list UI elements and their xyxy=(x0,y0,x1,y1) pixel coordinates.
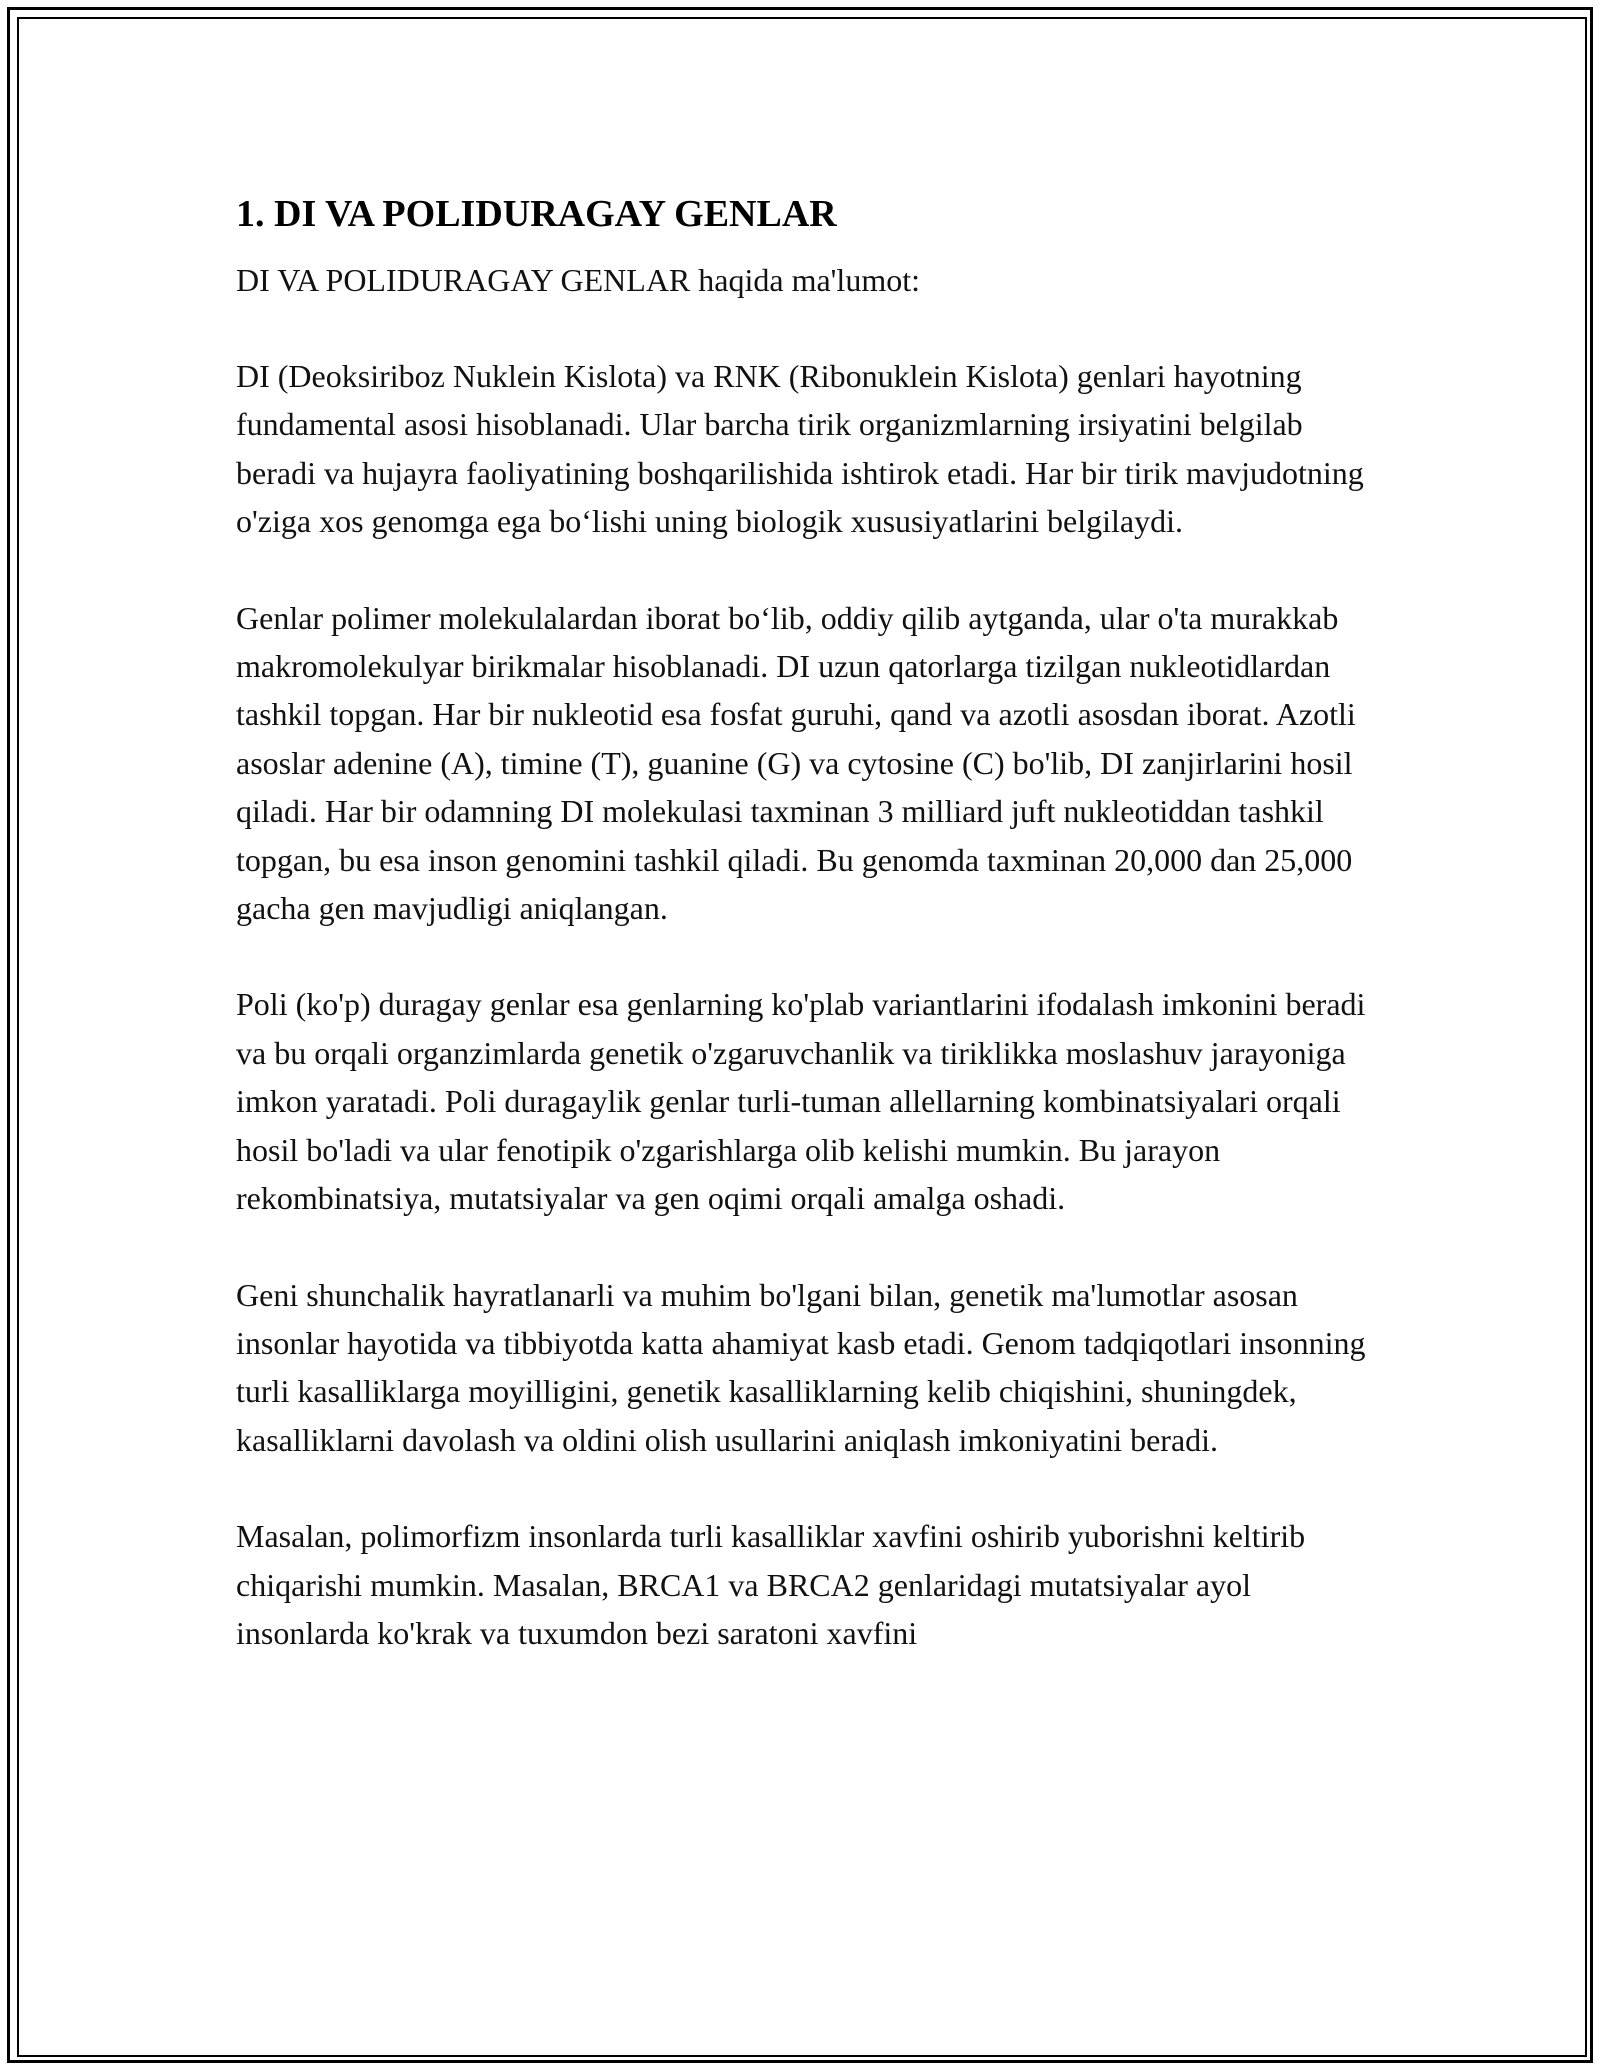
paragraph-5: Masalan, polimorfizm insonlarda turli kasalliklar xavfini oshirib yuborishni keltirib chiqarishi mumkin. Masalan, BRCA1 va BRCA2 genlaridagi mutatsiyalar ayol insonlarda ko'krak va tuxumdon bezi saratoni xavfini xyxy=(236,1518,1306,1651)
paragraph-2: Genlar polimer molekulalardan iborat bo‘lib, oddiy qilib aytganda, ular o'ta murakkab makromolekulyar birikmalar hisoblanadi. DI uzun qatorlarga tizilgan nukleotidlardan tashkil topgan. Har bir nukleotid esa fosfat guruhi, qand va azotli asosdan iborat. Azotli asoslar adenine (A), timine (T), guanine (G) va cytosine (C) bo'lib, DI zanjirlarini hosil qiladi. Har bir odamning DI molekulasi taxminan 3 milliard juft nukleotiddan tashkil topgan, bu esa inson genomini tashkil qiladi. Bu genomda taxminan 20,000 dan 25,000 gacha gen mavjudligi aniqlangan. xyxy=(236,599,1356,927)
paragraph-3: Poli (ko'p) duragay genlar esa genlarning ko'plab variantlarini ifodalash imkonini beradi va bu orqali organzimlarda genetik o'zgaruvchanlik va tiriklikka moslashuv jarayoniga imkon yaratadi. Poli duragaylik genlar turli-tuman allellarning kombinatsiyalari orqali hosil bo'ladi va ular fenotipik o'zgarishlarga olib kelishi mumkin. Bu jarayon rekombinatsiya, mutatsiyalar va gen oqimi orqali amalga oshadi. xyxy=(236,986,1366,1217)
paragraph-1: DI (Deoksiriboz Nuklein Kislota) va RNK (Ribonuklein Kislota) genlari hayotning fundamental asosi hisoblanadi. Ular barcha tirik organizmlarning irsiyatini belgilab beradi va hujayra faoliyatining boshqarilishida ishtirok etadi. Har bir tirik mavjudotning o'ziga xos genomga ega bo‘lishi uning biologik xususiyatlarini belgilaydi. xyxy=(236,358,1364,540)
paragraph-4: Geni shunchalik hayratlanarli va muhim bo'lgani bilan, genetik ma'lumotlar asosan insonlar hayotida va tibbiyotda katta ahamiyat kasb etadi. Genom tadqiqotlari insonning turli kasalliklarga moyilligini, genetik kasalliklarning kelib chiqishini, shuningdek, kasalliklarni davolash va oldini olish usullarini aniqlash imkoniyatini beradi. xyxy=(236,1276,1366,1458)
document-body xyxy=(236,190,1386,1705)
intro-line: DI VA POLIDURAGAY GENLAR haqida ma'lumot: xyxy=(236,262,920,298)
document-title: 1. DI VA POLIDURAGAY GENLAR xyxy=(236,193,837,235)
